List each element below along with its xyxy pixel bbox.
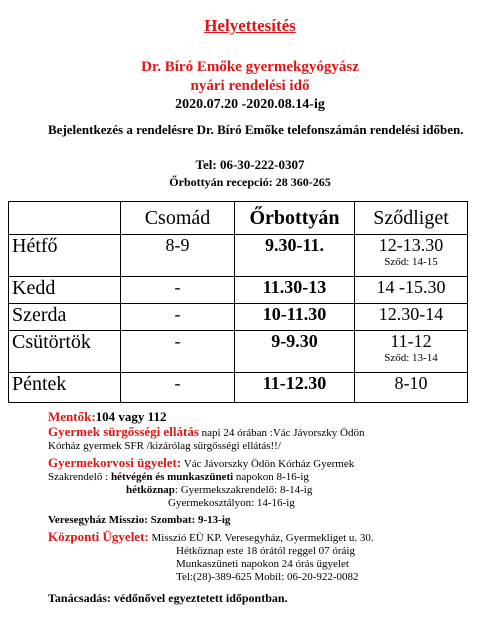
duty-text-2b: hétvégén és munkaszüneti (110, 471, 234, 483)
orbottyan-cell: 9-9.30 (235, 331, 355, 373)
day-cell: Hétfő (9, 235, 121, 277)
doctor-name: Dr. Bíró Emőke gyermekgyógyász (141, 59, 359, 75)
duty-text-2c: napokon 8-16-ig (233, 471, 309, 483)
szodliget-time: 12-13.30 (378, 235, 444, 255)
table-row (9, 373, 468, 403)
duty-line (48, 456, 488, 471)
intro-text: Bejelentkezés a rendelésre Dr. Bíró Emőke telefonszámán rendelési időben. (48, 122, 464, 137)
szodliget-cell (355, 235, 468, 277)
ambulance-number: 104 vagy 112 (95, 409, 167, 424)
central-line-3: Munkaszüneti napokon 24 órás ügyelet (176, 558, 349, 570)
szodliget-note: Sződ: 13-14 (384, 352, 438, 364)
subtitle: nyári rendelési idő (190, 78, 310, 94)
orbottyan-cell: 10-11.30 (235, 304, 355, 331)
table-row (9, 277, 468, 304)
szodliget-cell: 12.30-14 (355, 304, 468, 331)
day-cell: Szerda (9, 304, 121, 331)
central-line-4: Tel:(28)-389-625 Mobil: 06-20-922-0082 (176, 571, 359, 583)
date-range: 2020.07.20 -2020.08.14-ig (175, 97, 325, 112)
day-cell: Kedd (9, 277, 121, 304)
csomad-cell: - (121, 331, 235, 373)
szodliget-cell (355, 331, 468, 373)
page-title: Helyettesítés (204, 16, 296, 35)
duty-line-2 (48, 471, 488, 484)
duty-line-4: Gyermekosztályon: 14-16-ig (168, 497, 295, 509)
header-empty (9, 202, 121, 235)
emergency-line-2: Kórház gyermek SFR /kizárólag sürgősségi ellátás!!/ (48, 440, 281, 452)
orbottyan-cell: 9.30-11. (235, 235, 355, 277)
table-row (9, 304, 468, 331)
header-csomad: Csomád (121, 202, 235, 235)
table-row (9, 235, 468, 277)
header-orbottyan: Őrbottyán (235, 202, 355, 235)
ambulance-line (48, 410, 488, 425)
csomad-cell: 8-9 (121, 235, 235, 277)
duty-text-2a: Szakrendelő : (48, 471, 111, 483)
szodliget-time: 11-12 (390, 331, 432, 351)
veresegyhaz-line: Veresegyház Misszio: Szombat: 9-13-ig (48, 514, 231, 526)
central-line (48, 530, 488, 545)
header-szodliget: Sződliget (355, 202, 468, 235)
day-cell: Csütörtök (9, 331, 121, 373)
phone-number: Tel: 06-30-222-0307 (195, 157, 305, 172)
szodliget-cell: 8-10 (355, 373, 468, 403)
central-text: Misszió EÜ KP. Veresegyház, Gyermekliget u. 30. (148, 532, 374, 544)
orbottyan-cell: 11-12.30 (235, 373, 355, 403)
day-cell: Péntek (9, 373, 121, 403)
szodliget-note: Sződ: 14-15 (384, 256, 438, 268)
duty-text-3b: : Gyermekszakrendelő: 8-14-ig (174, 484, 313, 496)
duty-line-3 (48, 484, 488, 497)
schedule-table (8, 201, 468, 403)
csomad-cell: - (121, 373, 235, 403)
table-header-row (9, 202, 468, 235)
ambulance-label: Mentők: (48, 409, 96, 424)
table-row (9, 331, 468, 373)
tanacsadas-line: Tanácsadás: védőnővel egyeztetett időpontban. (48, 591, 288, 605)
duty-label: Gyermekorvosi ügyelet: (48, 455, 182, 470)
szodliget-cell: 14 -15.30 (355, 277, 468, 304)
emergency-line (48, 425, 488, 440)
csomad-cell: - (121, 304, 235, 331)
emergency-label: Gyermek sürgősségi ellátás (48, 424, 199, 439)
csomad-cell: - (121, 277, 235, 304)
duty-text: Vác Jávorszky Ödön Kórház Gyermek (181, 458, 355, 470)
central-line-2: Hétköznap este 18 órától reggel 07 óráig (176, 545, 355, 557)
emergency-text: napi 24 órában :Vác Jávorszky Ödön (198, 427, 365, 439)
duty-text-3a: hétköznap (126, 484, 175, 496)
central-label: Központi Ügyelet: (48, 529, 149, 544)
reception-phone: Őrbottyán recepció: 28 360-265 (169, 175, 331, 189)
notes-section (48, 410, 488, 605)
orbottyan-cell: 11.30-13 (235, 277, 355, 304)
